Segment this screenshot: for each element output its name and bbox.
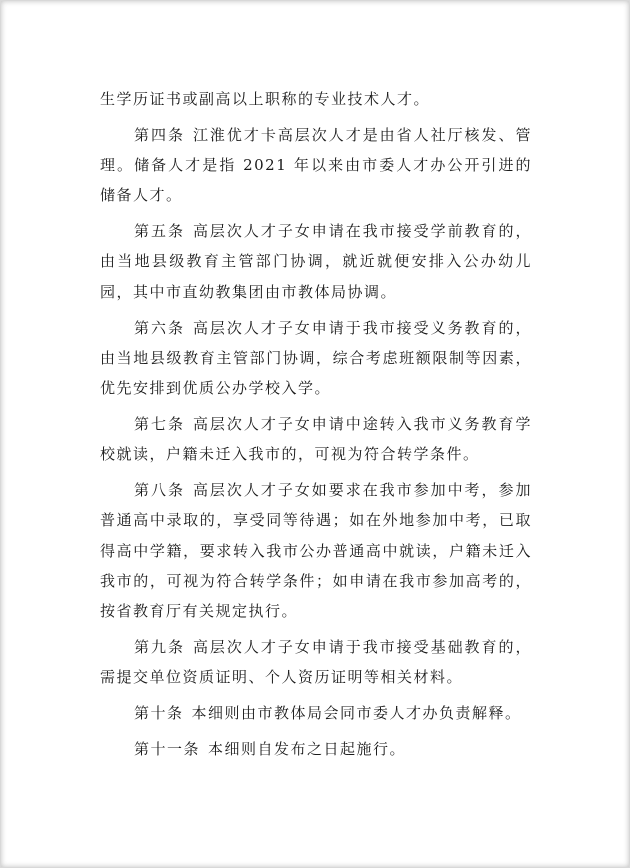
article-6	[100, 313, 532, 404]
document-body	[100, 84, 532, 770]
article-text: 高层次人才子女申请于我市接受义务教育的，由当地县级教育主管部门协调，综合考虑班额限制等因素，优先安排到优质公办学校入学。	[100, 318, 532, 398]
paragraph-continuation	[100, 84, 532, 114]
article-number: 第四条	[134, 125, 185, 144]
paragraph-text: 生学历证书或副高以上职称的专业技术人才。	[100, 90, 431, 108]
article-number: 第十条	[134, 704, 184, 723]
article-text: 江淮优才卡高层次人才是由省人社厅核发、管理。储备人才是指 2021 年以来由市委人才办公开引进的储备人才。	[100, 125, 532, 205]
article-text: 高层次人才子女如要求在我市参加中考，参加普通高中录取的，享受同等待遇；如在外地参加中考，已取得高中学籍，要求转入我市公办普通高中就读，户籍未迁入我市的，可视为符合转学条件；如申请在我市参加高考的，按省教育厅有关规定执行。	[100, 481, 532, 621]
article-number: 第八条	[134, 481, 185, 500]
article-number: 第五条	[134, 222, 185, 241]
article-9	[100, 632, 532, 693]
article-text: 本细则由市教体局会同市委人才办负责解释。	[191, 704, 522, 723]
article-text: 高层次人才子女申请于我市接受基础教育的，需提交单位资质证明、个人资历证明等相关材料。	[100, 638, 532, 687]
article-text: 本细则自发布之日起施行。	[208, 739, 407, 758]
article-7	[100, 409, 532, 470]
article-number: 第七条	[134, 414, 185, 433]
article-number: 第六条	[134, 318, 185, 337]
article-8	[100, 475, 532, 626]
article-11	[100, 734, 532, 764]
article-4	[100, 120, 532, 211]
article-number: 第九条	[134, 638, 185, 657]
article-10	[100, 698, 532, 728]
article-text: 高层次人才子女申请中途转入我市义务教育学校就读，户籍未迁入我市的，可视为符合转学条件。	[100, 414, 532, 464]
article-number: 第十一条	[134, 739, 201, 758]
article-5	[100, 216, 532, 307]
article-text: 高层次人才子女申请在我市接受学前教育的，由当地县级教育主管部门协调，就近就便安排入公办幼儿园，其中市直幼教集团由市教体局协调。	[100, 222, 532, 301]
